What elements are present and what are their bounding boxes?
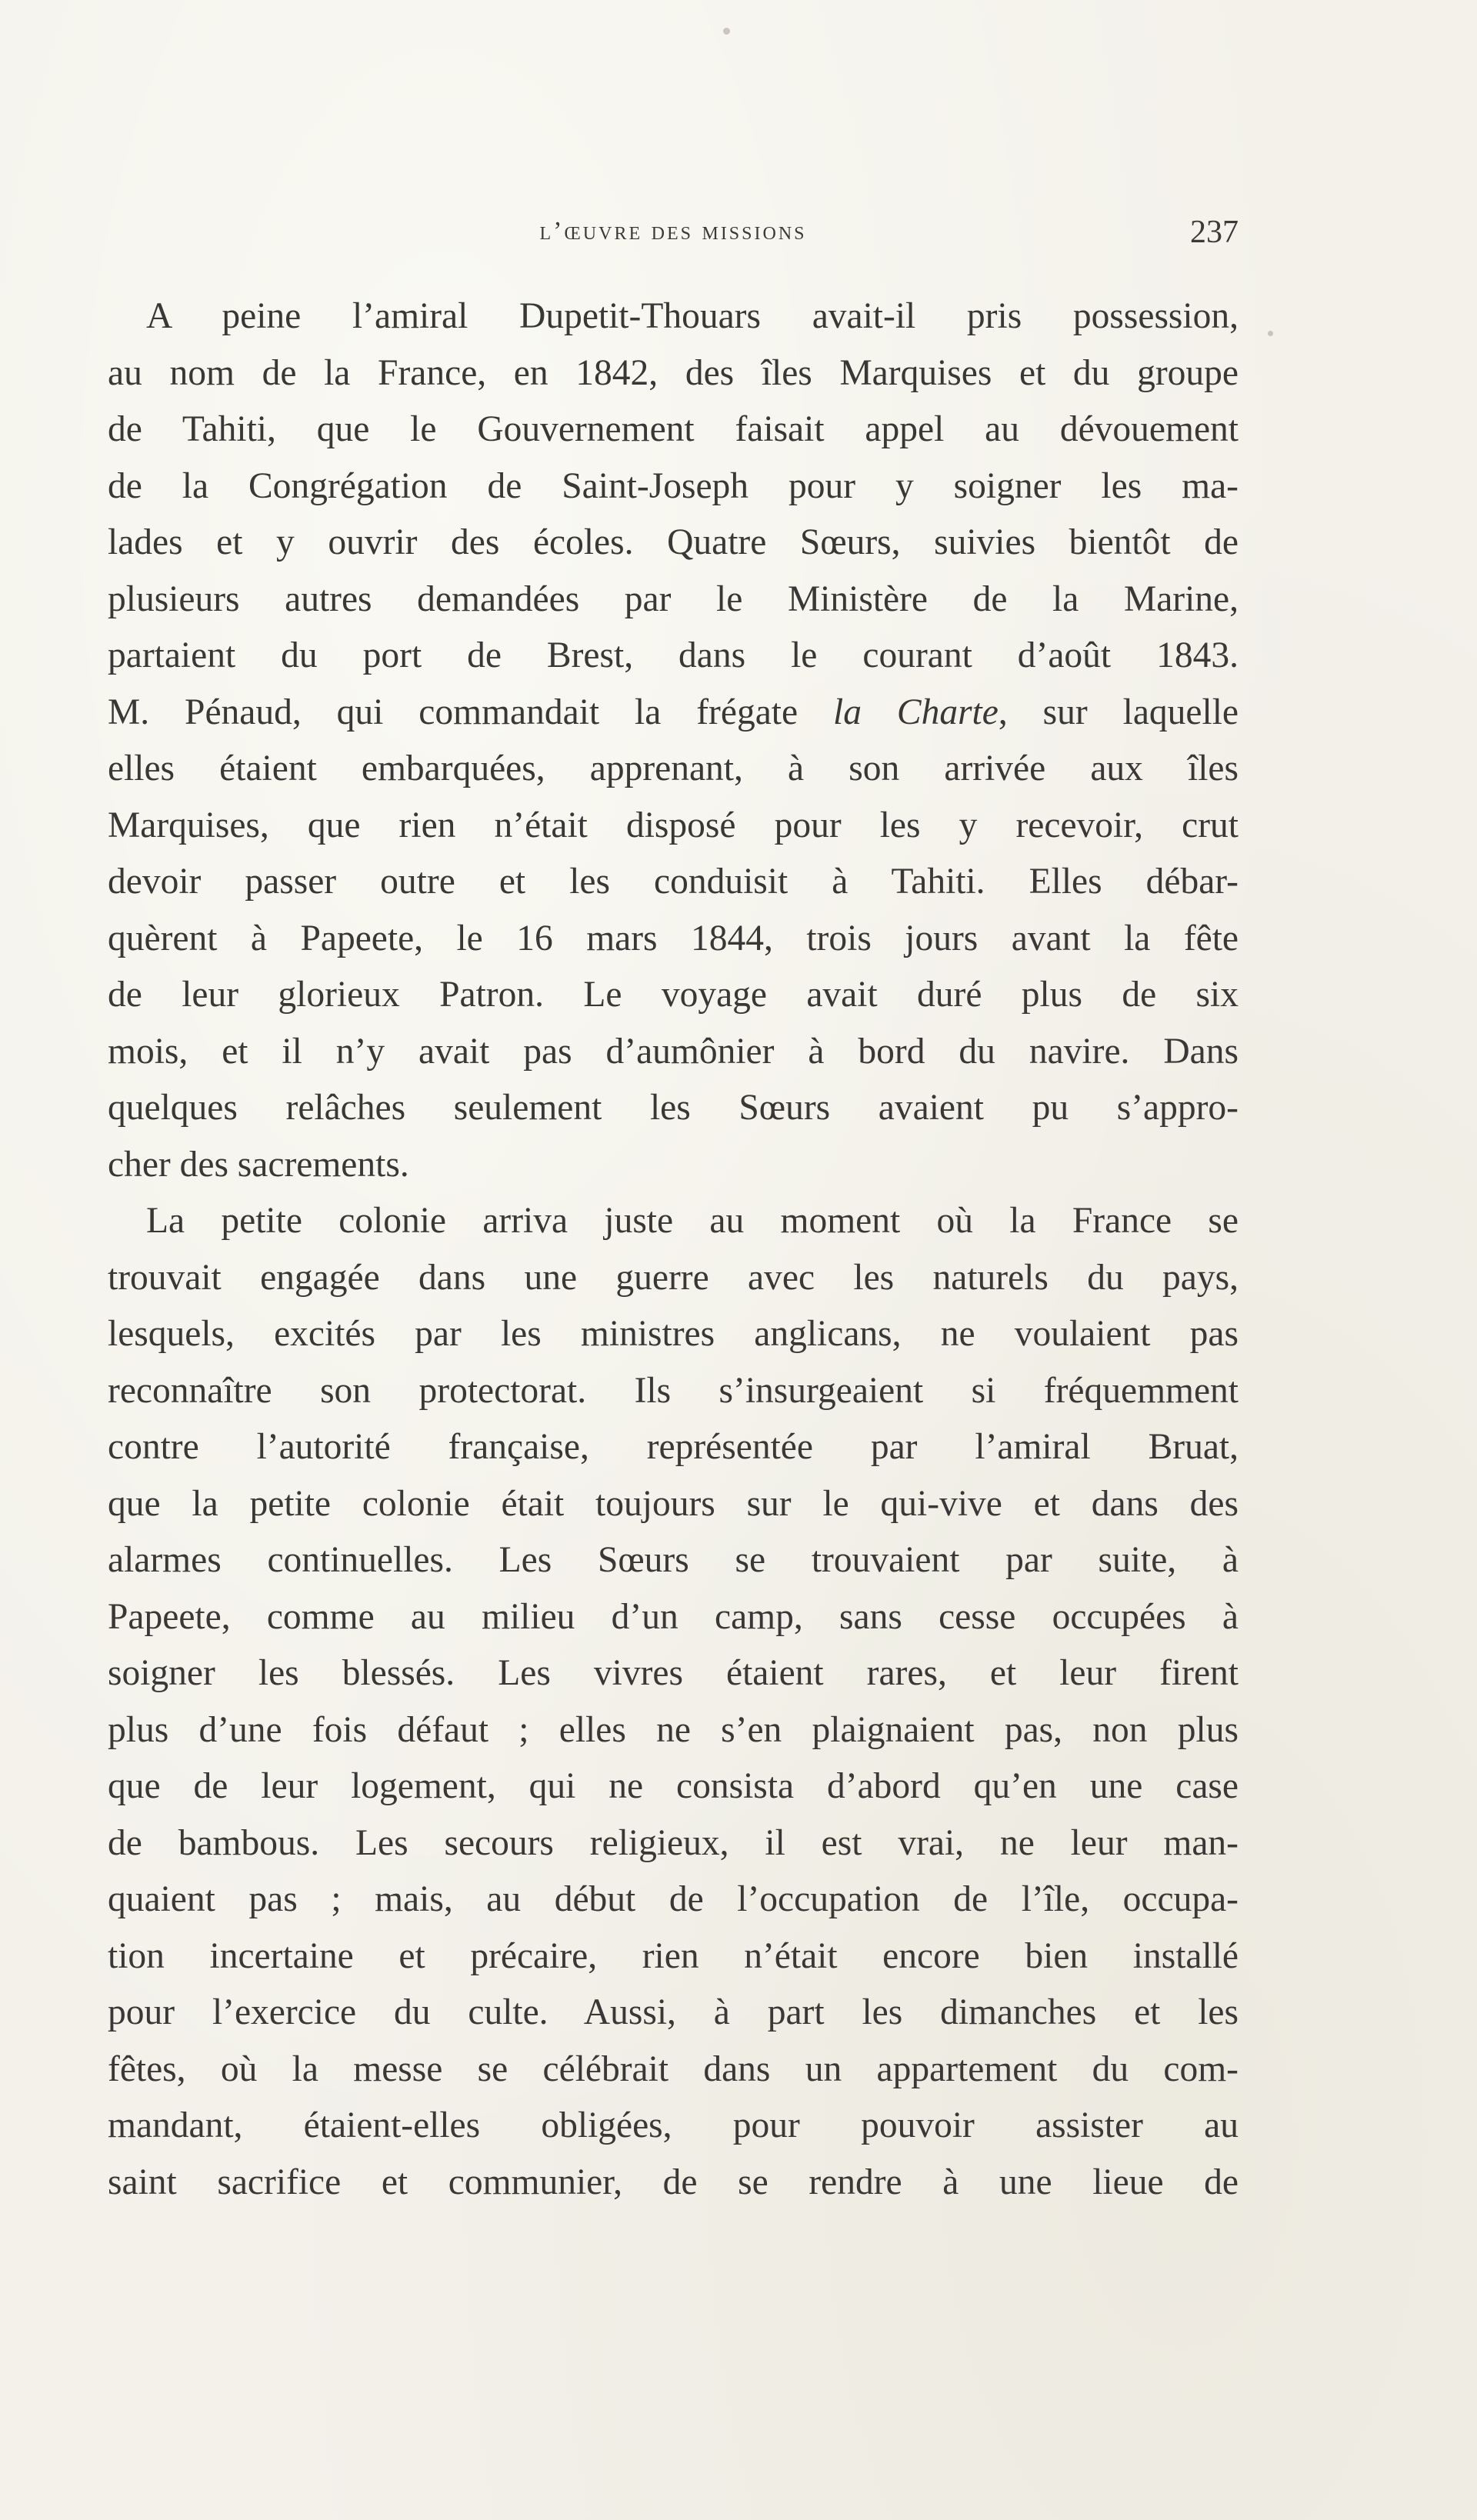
text-line: soigner les blessés. Les vivres étaient rares, et leur firent	[108, 1653, 1239, 1693]
text-line: elles étaient embarquées, apprenant, à son arrivée aux îles	[108, 748, 1239, 788]
text-line: mois, et il n’y avait pas d’aumônier à bord du navire. Dans	[108, 1031, 1239, 1072]
running-head	[108, 217, 1239, 255]
text-line: cher des sacrements.	[108, 1144, 409, 1185]
text-line: Papeete, comme au milieu d’un camp, sans cesse occupées à	[108, 1596, 1239, 1637]
text-line: plusieurs autres demandées par le Ministère de la Marine,	[108, 578, 1239, 619]
text-line: fêtes, où la messe se célébrait dans un appartement du com-	[108, 2048, 1239, 2089]
text-line: contre l’autorité française, représentée par l’amiral Bruat,	[108, 1427, 1239, 1467]
text-line: tion incertaine et précaire, rien n’était encore bien installé	[108, 1935, 1239, 1976]
text-line: quelques relâches seulement les Sœurs avaient pu s’appro-	[108, 1088, 1239, 1128]
text-line: partaient du port de Brest, dans le courant d’août 1843.	[108, 635, 1239, 675]
text-line: alarmes continuelles. Les Sœurs se trouvaient par suite, à	[108, 1540, 1239, 1580]
text-line: lades et y ouvrir des écoles. Quatre Sœurs, suivies bientôt de	[108, 522, 1239, 562]
text-line: de Tahiti, que le Gouvernement faisait appel au dévouement	[108, 409, 1239, 449]
text-line: au nom de la France, en 1842, des îles Marquises et du groupe	[108, 352, 1239, 393]
line-segment: M. Pénaud, qui commandait la frégate	[108, 692, 834, 732]
line-segment: , sur laquelle	[998, 692, 1239, 732]
text-line: Marquises, que rien n’était disposé pour les y recevoir, crut	[108, 805, 1239, 845]
text-line: lesquels, excités par les ministres anglicans, ne voulaient pas	[108, 1314, 1239, 1354]
text-line: pour l’exercice du culte. Aussi, à part les dimanches et les	[108, 1992, 1239, 2032]
body-text	[108, 288, 1239, 2211]
text-line: que la petite colonie était toujours sur le qui-vive et dans des	[108, 1483, 1239, 1524]
paper-speck	[723, 28, 730, 35]
text-line: de la Congrégation de Saint-Joseph pour y soigner les ma-	[108, 465, 1239, 506]
text-line: de leur glorieux Patron. Le voyage avait duré plus de six	[108, 975, 1239, 1015]
text-line: mandant, étaient-elles obligées, pour pouvoir assister au	[108, 2105, 1239, 2145]
text-line: quaient pas ; mais, au début de l’occupation de l’île, occupa-	[108, 1879, 1239, 1919]
running-head-title: l’œuvre des missions	[539, 217, 807, 245]
text-line: quèrent à Papeete, le 16 mars 1844, trois jours avant la fête	[108, 918, 1239, 958]
text-line: A peine l’amiral Dupetit-Thouars avait-il pris possession,	[146, 296, 1239, 336]
text-line	[108, 685, 1239, 742]
text-line: devoir passer outre et les conduisit à Tahiti. Elles débar-	[108, 862, 1239, 902]
paper-speck	[1268, 331, 1273, 336]
page-number: 237	[1190, 215, 1239, 250]
text-line: trouvait engagée dans une guerre avec les naturels du pays,	[108, 1257, 1239, 1298]
text-line: reconnaître son protectorat. Ils s’insurgeaient si fréquemment	[108, 1370, 1239, 1411]
text-line: que de leur logement, qui ne consista d’abord qu’en une case	[108, 1766, 1239, 1806]
text-line: saint sacrifice et communier, de se rendre à une lieue de	[108, 2162, 1239, 2202]
ship-name-italic: la Charte	[833, 692, 999, 732]
text-line: de bambous. Les secours religieux, il est vrai, ne leur man-	[108, 1822, 1239, 1863]
text-line: La petite colonie arriva juste au moment où la France se	[146, 1201, 1239, 1241]
text-line: plus d’une fois défaut ; elles ne s’en plaignaient pas, non plus	[108, 1709, 1239, 1750]
